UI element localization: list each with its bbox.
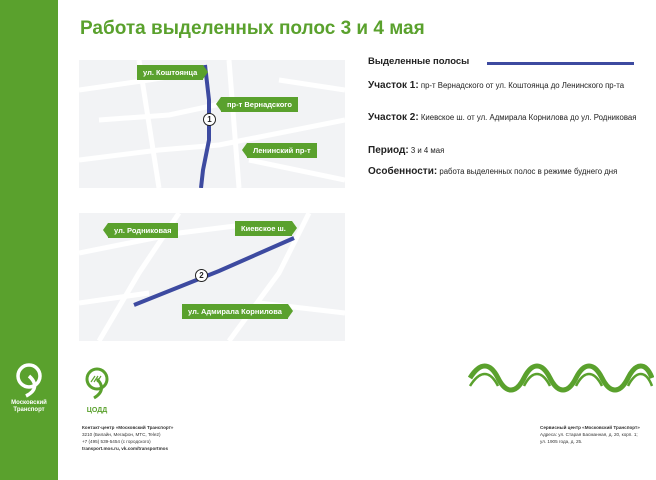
map-2-label-kornilova: ул. Адмирала Корнилова <box>182 304 288 319</box>
section-2-info <box>368 112 638 123</box>
logo-caption: Московский Транспорт <box>11 400 47 413</box>
map-section-1 <box>79 60 345 188</box>
service-line-2: ул. 1905 года, д. 25. <box>540 439 583 444</box>
legend-label: Выделенные полосы <box>368 56 470 67</box>
map-1-label-vernadskogo: пр-т Вернадского <box>221 97 298 112</box>
features-info <box>368 166 638 177</box>
period-text: 3 и 4 мая <box>410 146 445 155</box>
features-text: работа выделенных полос в режиме буднего дня <box>439 167 618 176</box>
section-2-label: Участок 2: <box>368 112 419 123</box>
codd-caption: ЦОДД <box>86 407 108 414</box>
map-1-label-koshtoyantsa: ул. Коштоянца <box>137 65 203 80</box>
brand-sidebar <box>0 0 58 480</box>
service-title: Сервисный центр «Московский Транспорт» <box>540 425 640 430</box>
codd-logo-icon <box>82 366 112 400</box>
section-2-text: Киевское ш. от ул. Адмирала Корнилова до ул. Родниковая <box>420 113 637 122</box>
contact-title: Контакт-центр «Московский Транспорт» <box>82 425 174 430</box>
contact-line-2: +7 (495) 539-5454 (с городского) <box>82 439 151 444</box>
codd-logo <box>80 366 114 414</box>
contact-center <box>82 424 173 452</box>
service-center <box>540 424 650 445</box>
map-2-label-rodnikovaya: ул. Родниковая <box>108 223 178 238</box>
period-info <box>368 145 638 156</box>
map-1-marker: 1 <box>203 113 216 126</box>
contact-line-3[interactable]: transport.mos.ru, vk.com/transportmos <box>82 446 169 451</box>
moscow-transport-logo <box>4 362 54 414</box>
map-2-marker: 2 <box>195 269 208 282</box>
section-1-text: пр-т Вернадского от ул. Коштоянца до Ленинского пр-та <box>420 81 625 90</box>
section-1-label: Участок 1: <box>368 80 419 91</box>
moscow-transport-logo-icon <box>14 362 44 398</box>
section-1-info <box>368 80 638 91</box>
map-1-label-leninsky: Ленинский пр-т <box>247 143 317 158</box>
features-label: Особенности: <box>368 166 438 177</box>
service-line-1: Адреса: ул. Старая Басманная, д. 20, корп. 1; <box>540 432 638 437</box>
legend-route-line <box>487 62 634 65</box>
period-label: Период: <box>368 145 409 156</box>
contact-line-1: 3210 (Билайн, Мегафон, МТС, Tele2) <box>82 432 161 437</box>
map-2-label-kievskoe: Киевское ш. <box>235 221 292 236</box>
decorative-ornament <box>468 362 654 394</box>
map-section-2 <box>79 213 345 341</box>
page-title: Работа выделенных полос 3 и 4 мая <box>80 18 425 39</box>
